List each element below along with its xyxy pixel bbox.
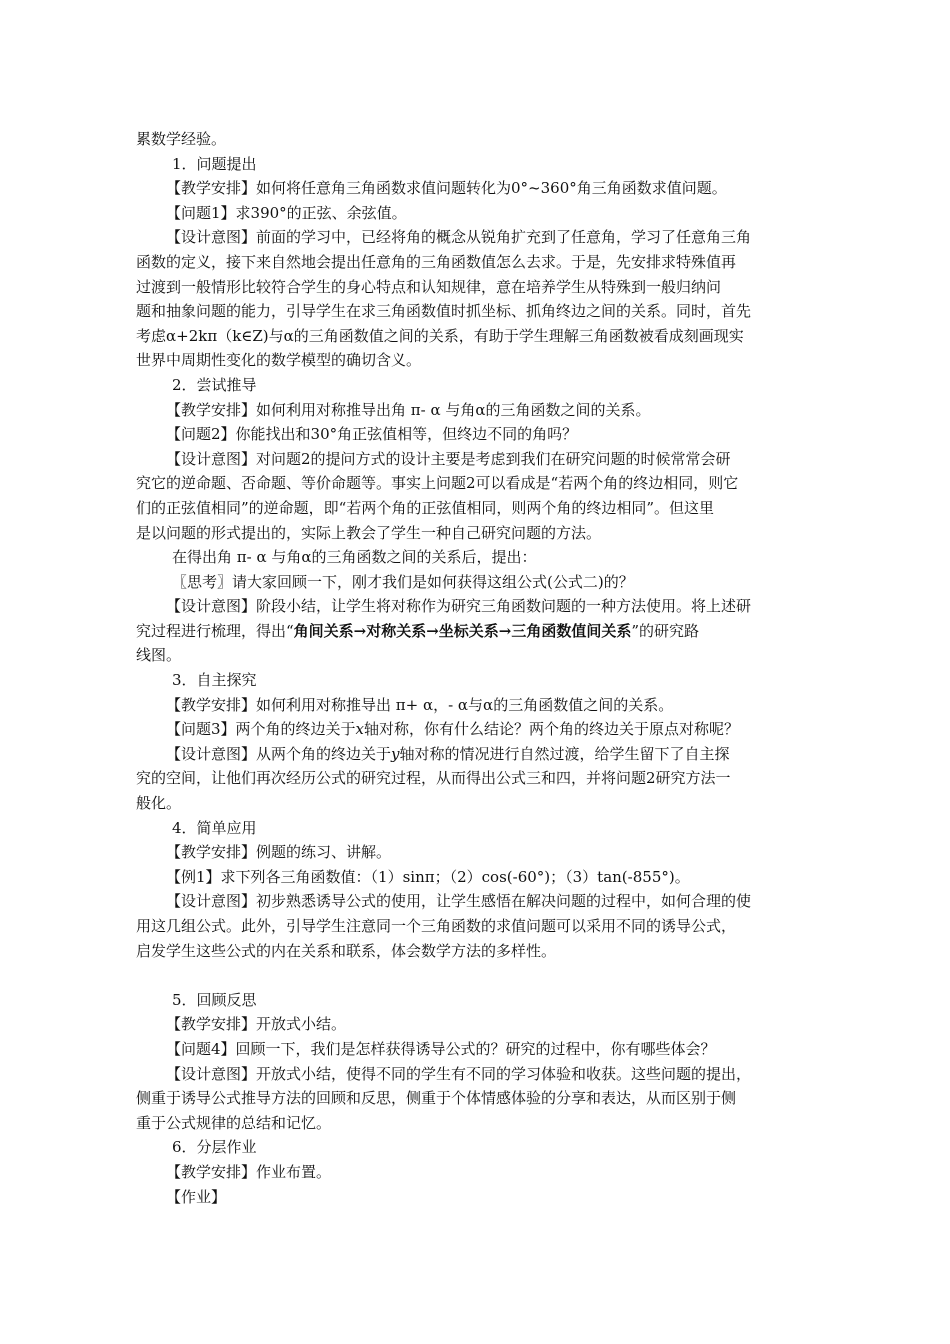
document-page	[136, 127, 816, 1209]
text-line: 重于公式规律的总结和记忆。	[136, 1113, 332, 1132]
text-line: 【设计意图】开放式小结，使得不同的学生有不同的学习体验和收获。这些问题的提出，	[166, 1064, 752, 1083]
text-line: 【教学安排】如何利用对称推导出 π+ α，- α与α的三角函数值之间的关系。	[166, 695, 674, 714]
text-line: 【问题4】回顾一下，我们是怎样获得诱导公式的？研究的过程中，你有哪些体会？	[166, 1039, 716, 1058]
italic-variable: x	[355, 720, 365, 739]
text-line: 用这几组公式。此外，引导学生注意同一个三角函数的求值问题可以采用不同的诱导公式，	[136, 917, 737, 935]
text-line: 究的空间，让他们再次经历公式的研究过程，从而得出公式三和四，并将问题2研究方法一	[136, 769, 731, 788]
text-line: 究它的逆命题、否命题、等价命题等。事实上问题2可以看成是“若两个角的终边相同，则它	[136, 474, 739, 493]
text-segment: 究过程进行梳理，得出“	[136, 621, 294, 640]
text-segment: ”的研究路	[631, 621, 700, 640]
text-line: 【作业】	[166, 1187, 227, 1206]
text-line: 们的正弦值相同”的逆命题，即“若两个角的正弦值相同，则两个角的终边相同”。但这里	[136, 498, 715, 517]
text-line: 【例1】求下列各三角函数值：（1）sinπ；（2）cos(-60°)；（3）tan(-855°)。	[166, 867, 690, 886]
text-line: 考虑α+2kπ（k∈Z)与α的三角函数值之间的关系，有助于学生理解三角函数被看成刻画现实	[136, 326, 744, 345]
italic-variable: y	[391, 744, 400, 763]
text-line: 过渡到一般情形比较符合学生的身心特点和认知规律，意在培养学生从特殊到一般归纳问	[136, 277, 722, 296]
text-segment: 【问题3】两个角的终边关于	[166, 720, 356, 739]
text-line: 累数学经验。	[136, 130, 227, 148]
text-line: 函数的定义，接下来自然地会提出任意角的三角函数值怎么去求。于是，先安排求特殊值再	[136, 252, 737, 271]
text-line: 【教学安排】开放式小结。	[166, 1015, 347, 1034]
text-line: 【设计意图】前面的学习中，已经将角的概念从锐角扩充到了任意角，学习了任意角三角	[166, 228, 752, 247]
text-line: 1．问题提出	[172, 154, 257, 173]
text-line: 线图。	[136, 646, 182, 665]
text-segment: 轴对称，你有什么结论？两个角的终边关于原点对称呢？	[364, 720, 740, 739]
text-line: 【设计意图】对问题2的提问方式的设计主要是考虑到我们在研究问题的时候常常会研	[166, 449, 731, 468]
text-line: 题和抽象问题的能力，引导学生在求三角函数值时抓坐标、抓角终边之间的关系。同时，首先	[136, 302, 752, 321]
text-line	[136, 963, 816, 988]
text-line	[136, 717, 816, 742]
text-line: 【设计意图】阶段小结，让学生将对称作为研究三角函数问题的一种方法使用。将上述研	[166, 597, 752, 616]
text-line	[136, 619, 816, 644]
text-line: 【教学安排】例题的练习、讲解。	[166, 843, 392, 862]
text-line: 6．分层作业	[172, 1138, 257, 1157]
bold-emphasis: 角间关系→对称关系→坐标关系→三角函数值间关系	[293, 621, 632, 640]
text-line: 〖思考〗请大家回顾一下，刚才我们是如何获得这组公式(公式二)的？	[172, 572, 634, 591]
text-line: 【设计意图】初步熟悉诱导公式的使用，让学生感悟在解决问题的过程中，如何合理的使	[166, 892, 752, 911]
text-segment: 【设计意图】从两个角的终边关于	[166, 744, 392, 763]
text-line: 般化。	[136, 794, 182, 813]
text-line: 是以问题的形式提出的，实际上教会了学生一种自己研究问题的方法。	[136, 523, 602, 542]
text-line: 2．尝试推导	[172, 375, 257, 394]
text-line: 启发学生这些公式的内在关系和联系，体会数学方法的多样性。	[136, 941, 557, 960]
text-line: 侧重于诱导公式推导方法的回顾和反思，侧重于个体情感体验的分享和表达，从而区别于侧	[136, 1089, 737, 1108]
text-line: 世界中周期性变化的数学模型的确切含义。	[136, 351, 422, 370]
text-line: 【教学安排】作业布置。	[166, 1162, 332, 1181]
text-line: 3．自主探究	[172, 671, 257, 690]
text-line: 在得出角 π- α 与角α的三角函数之间的关系后，提出：	[172, 548, 537, 567]
text-line: 【教学安排】如何利用对称推导出角 π- α 与角α的三角函数之间的关系。	[166, 400, 651, 419]
text-line: 5．回顾反思	[172, 990, 257, 1009]
text-line: 【教学安排】如何将任意角三角函数求值问题转化为0°~360°角三角函数求值问题。	[166, 179, 727, 198]
text-line: 4．简单应用	[172, 818, 257, 837]
text-line	[136, 742, 816, 767]
text-segment: 轴对称的情况进行自然过渡，给学生留下了自主探	[399, 744, 730, 763]
text-line: 【问题2】你能找出和30°角正弦值相等，但终边不同的角吗？	[166, 425, 578, 444]
text-line: 【问题1】求390°的正弦、余弦值。	[166, 203, 407, 222]
